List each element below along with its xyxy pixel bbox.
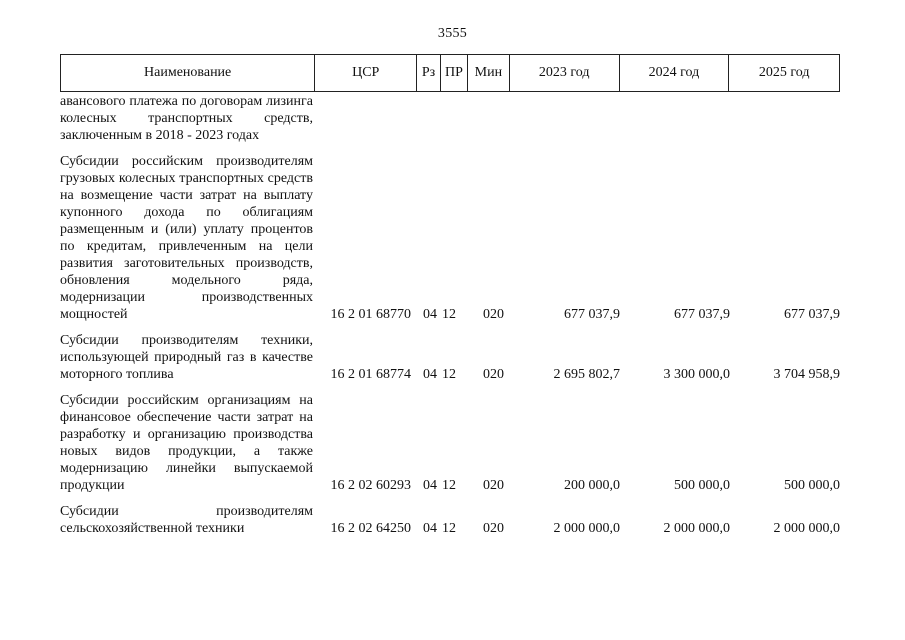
row-2024: 2 000 000,0 bbox=[663, 521, 730, 536]
table-header bbox=[60, 54, 840, 92]
row-min: 020 bbox=[483, 307, 504, 322]
row-name: Субсидии производителям техники, использующей природный газ в качестве моторного топлива bbox=[60, 333, 313, 382]
row-2024: 500 000,0 bbox=[674, 478, 730, 493]
page-number: 3555 bbox=[437, 26, 468, 41]
row-2025: 3 704 958,9 bbox=[773, 367, 840, 382]
row-2025: 677 037,9 bbox=[784, 307, 840, 322]
row-min: 020 bbox=[483, 367, 504, 382]
header-name: Наименование bbox=[61, 55, 315, 91]
row-rz: 04 bbox=[423, 521, 437, 536]
row-name: Субсидии российским организациям на финансовое обеспечение части затрат на разработку и организацию производства новых видов продукции, а также модернизацию линейки выпускаемой продукции bbox=[60, 393, 313, 493]
header-min: Мин bbox=[468, 55, 510, 91]
row-2024: 677 037,9 bbox=[674, 307, 730, 322]
row-rz: 04 bbox=[423, 478, 437, 493]
row-2023: 677 037,9 bbox=[564, 307, 620, 322]
row-pr: 12 bbox=[442, 307, 456, 322]
table-row bbox=[60, 93, 840, 144]
table-body bbox=[60, 93, 840, 546]
row-csr: 16 2 02 60293 bbox=[330, 478, 411, 493]
row-pr: 12 bbox=[442, 367, 456, 382]
header-2023: 2023 год bbox=[510, 55, 620, 91]
table-row bbox=[60, 392, 840, 494]
header-2025: 2025 год bbox=[758, 65, 810, 80]
row-2023: 2 695 802,7 bbox=[553, 367, 620, 382]
row-name: Субсидии российским производителям грузовых колесных транспортных средств на возмещение части затрат на выплату купонного дохода по облигациям размещенным и (или) уплату процентов по кредитам, привлеченным на цели развития заготовительных производств, обновления модельного ряда, модернизации производственных мощностей bbox=[60, 154, 313, 322]
header-rz: Рз bbox=[417, 55, 441, 91]
row-2023: 2 000 000,0 bbox=[553, 521, 620, 536]
row-2025: 500 000,0 bbox=[784, 478, 840, 493]
row-name: авансового платежа по договорам лизинга колесных транспортных средств, заключенным в 2018 - 2023 годах bbox=[60, 94, 313, 143]
header-csr: ЦСР bbox=[315, 55, 417, 91]
row-min: 020 bbox=[483, 521, 504, 536]
row-min: 020 bbox=[483, 478, 504, 493]
row-rz: 04 bbox=[423, 367, 437, 382]
table-row bbox=[60, 503, 840, 537]
row-rz: 04 bbox=[423, 307, 437, 322]
row-name: Субсидии производителям сельскохозяйственной техники bbox=[60, 504, 313, 536]
row-2023: 200 000,0 bbox=[564, 478, 620, 493]
row-csr: 16 2 01 68770 bbox=[330, 307, 411, 322]
row-2024: 3 300 000,0 bbox=[663, 367, 730, 382]
table-row bbox=[60, 332, 840, 383]
row-csr: 16 2 01 68774 bbox=[330, 367, 411, 382]
header-2024: 2024 год bbox=[620, 55, 730, 91]
header-pr: ПР bbox=[441, 55, 468, 91]
row-pr: 12 bbox=[442, 478, 456, 493]
table-row bbox=[60, 153, 840, 323]
row-pr: 12 bbox=[442, 521, 456, 536]
row-csr: 16 2 02 64250 bbox=[330, 521, 411, 536]
row-2025: 2 000 000,0 bbox=[773, 521, 840, 536]
